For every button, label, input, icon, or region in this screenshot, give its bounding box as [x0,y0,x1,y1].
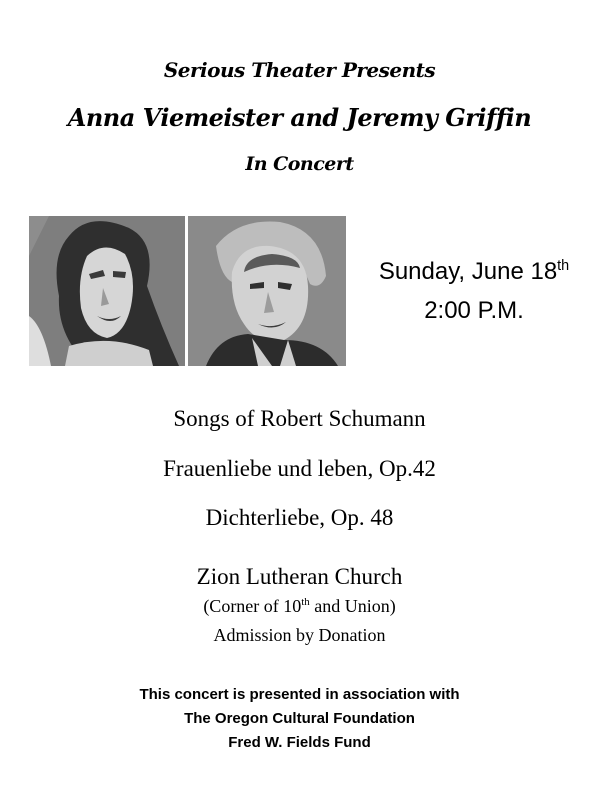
program-piece-1: Frauenliebe und leben, Op.42 [163,456,436,481]
venue-location-prefix: (Corner of 10 [203,596,302,616]
program-heading: Songs of Robert Schumann [173,406,426,431]
venue-location [0,596,599,617]
portrait-man-icon [188,216,346,366]
event-time: 2:00 P.M. [424,297,524,324]
subtitle-line: In Concert [245,153,354,175]
event-date [364,258,584,286]
venue-location-suffix: th [301,596,310,608]
sponsor-line-2: Fred W. Fields Fund [228,734,371,751]
venue-location-rest: and Union) [309,596,396,616]
performers-line: Anna Viemeister and Jeremy Griffin [67,103,532,132]
presenter-line: Serious Theater Presents [163,58,436,82]
admission-note: Admission by Donation [213,625,386,645]
sponsor-line-1: The Oregon Cultural Foundation [184,710,415,727]
event-date-main: Sunday, June 18 [378,258,558,285]
photo-jeremy [188,216,346,366]
program-piece-2: Dichterliebe, Op. 48 [205,505,394,530]
photo-anna [29,216,185,366]
sponsor-intro: This concert is presented in association with [139,686,460,703]
venue-name: Zion Lutheran Church [196,564,403,589]
event-date-suffix: th [557,258,570,274]
portrait-woman-icon [29,216,185,366]
